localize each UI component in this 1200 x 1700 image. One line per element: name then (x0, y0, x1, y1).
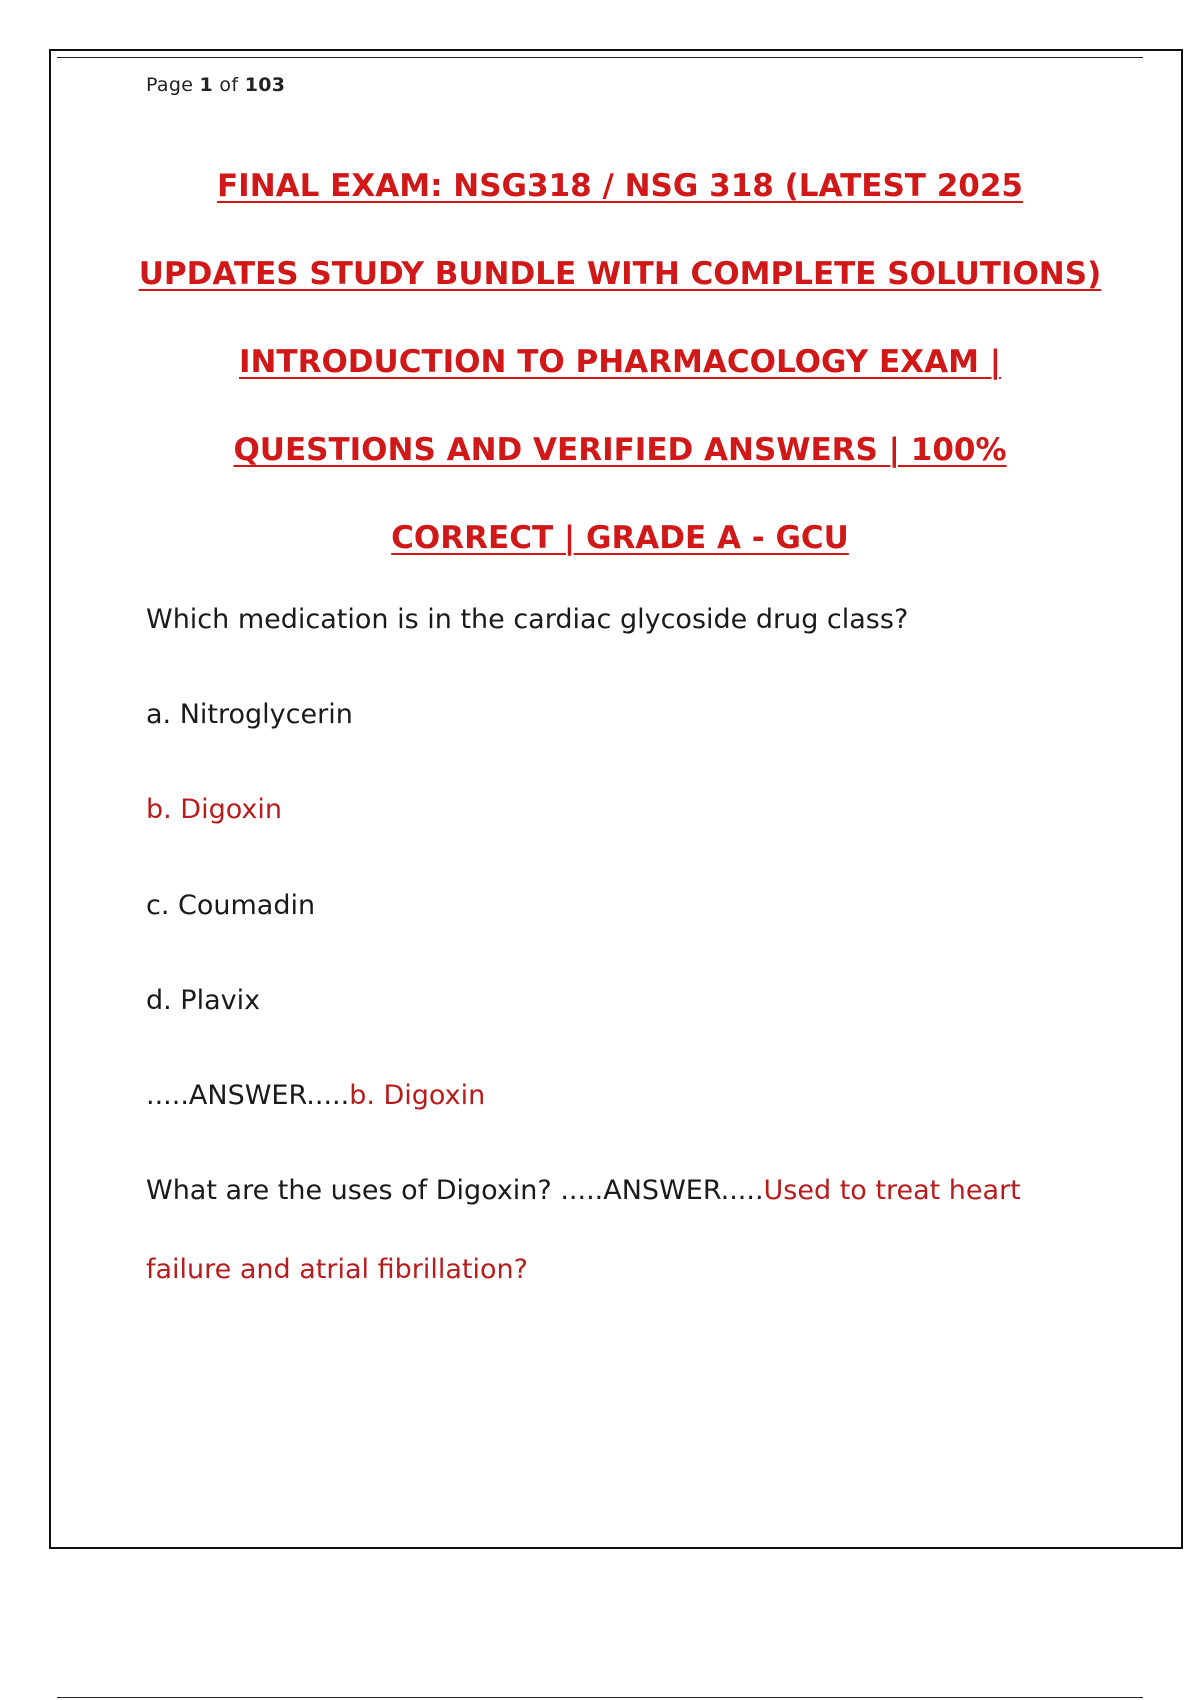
page-number-current: 1 (199, 74, 214, 96)
title-line-5: CORRECT | GRADE A - GCU (391, 520, 849, 556)
question-1-option-b: b. Digoxin (146, 794, 283, 825)
bottom-rule (57, 1697, 1143, 1698)
question-1-text: Which medication is in the cardiac glycoside drug class? (146, 604, 909, 635)
question-1-option-c: c. Coumadin (146, 890, 316, 921)
document-title (100, 142, 1140, 582)
page-number-total: 103 (244, 74, 286, 96)
question-1-option-d: d. Plavix (146, 985, 261, 1016)
top-rule (57, 57, 1143, 58)
question-1-answer: b. Digoxin (349, 1080, 486, 1111)
page-number-of: of (219, 74, 239, 96)
title-line-3: INTRODUCTION TO PHARMACOLOGY EXAM | (238, 344, 1002, 380)
title-line-1: FINAL EXAM: NSG318 / NSG 318 (LATEST 2025 (216, 168, 1023, 204)
question-2-text: What are the uses of Digoxin? (146, 1175, 561, 1206)
title-line-2: UPDATES STUDY BUNDLE WITH COMPLETE SOLUTIONS) (138, 256, 1102, 292)
question-1-answer-line (146, 1080, 485, 1111)
title-line-4: QUESTIONS AND VERIFIED ANSWERS | 100% (233, 432, 1007, 468)
question-1-option-a: a. Nitroglycerin (146, 699, 353, 730)
question-2-answer-line-1: Used to treat heart (763, 1175, 1021, 1206)
question-2-answer-line-2: failure and atrial fibrillation? (146, 1254, 528, 1285)
page-number (146, 74, 285, 96)
page-number-prefix: Page (146, 74, 194, 96)
question-2-line (146, 1175, 1021, 1206)
question-2-answer-prefix: .....ANSWER..... (560, 1175, 764, 1206)
question-1-answer-prefix: .....ANSWER..... (146, 1080, 350, 1111)
